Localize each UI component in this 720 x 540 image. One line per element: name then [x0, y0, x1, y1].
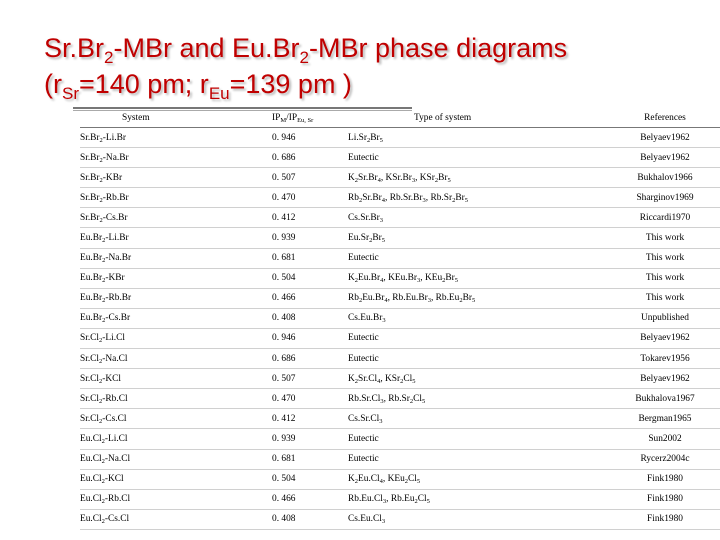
title-line-1: $Sr.Br_2$-MBr and $Eu.Br_2$-MBr phase diagrams — [44, 33, 568, 67]
cell-ip-ratio: 0. 504 — [272, 469, 348, 489]
cell-ip-ratio: 0. 681 — [272, 449, 348, 469]
cell-ip-ratio: 0. 470 — [272, 188, 348, 208]
cell-type-of-system: $K_2Sr.Cl_4$, $KSr_2Cl_5$ — [348, 369, 584, 389]
table-row — [80, 389, 720, 409]
cell-system: $Sr.Br_2-Rb.Br$ — [80, 188, 272, 208]
cell-ip-ratio: 0. 946 — [272, 328, 348, 348]
cell-reference: Belyaev1962 — [584, 148, 720, 168]
cell-system: $Eu.Br_2-Na.Br$ — [80, 248, 272, 268]
cell-system: $Eu.Br_2-Li.Br$ — [80, 228, 272, 248]
cell-reference: Fink1980 — [584, 509, 720, 529]
cell-ip-ratio: 0. 408 — [272, 308, 348, 328]
cell-ip-ratio: 0. 412 — [272, 409, 348, 429]
table-row — [80, 248, 720, 268]
cell-reference: Sharginov1969 — [584, 188, 720, 208]
cell-ip-ratio: 0. 470 — [272, 389, 348, 409]
slide-title — [44, 30, 704, 102]
cell-reference: Unpublished — [584, 308, 720, 328]
cell-reference: Fink1980 — [584, 469, 720, 489]
cell-reference: Riccardi1970 — [584, 208, 720, 228]
table-row — [80, 128, 720, 148]
table-row — [80, 469, 720, 489]
table-row — [80, 429, 720, 449]
cell-ip-ratio: 0. 686 — [272, 349, 348, 369]
header-references: References — [584, 109, 720, 128]
table-row — [80, 228, 720, 248]
cell-system: $Eu.Cl_2$-KCl — [80, 469, 272, 489]
cell-ip-ratio: 0. 946 — [272, 128, 348, 148]
cell-system: $Eu.Br_2-Cs.Br$ — [80, 308, 272, 328]
cell-reference: This work — [584, 288, 720, 308]
cell-system: $Eu.Cl_2-Na.Cl$ — [80, 449, 272, 469]
table-row — [80, 208, 720, 228]
cell-type-of-system: Eutectic — [348, 449, 584, 469]
header-system: System — [80, 109, 272, 128]
cell-reference: This work — [584, 228, 720, 248]
cell-type-of-system: Eutectic — [348, 328, 584, 348]
cell-ip-ratio: 0. 504 — [272, 268, 348, 288]
cell-system: $Sr.Cl_2$-KCl — [80, 369, 272, 389]
table-row — [80, 349, 720, 369]
cell-system: $Sr.Br_2-Na.Br$ — [80, 148, 272, 168]
cell-system: $Sr.Cl_2-Na.Cl$ — [80, 349, 272, 369]
table-row — [80, 369, 720, 389]
cell-system: $Sr.Cl_2-Rb.Cl$ — [80, 389, 272, 409]
cell-system: $Sr.Cl_2-Cs.Cl$ — [80, 409, 272, 429]
table-body — [80, 128, 720, 530]
table-row — [80, 409, 720, 429]
cell-type-of-system: $Rb_2Sr.Br_4$, $Rb.Sr.Br_3$, $Rb.Sr_2Br_5$ — [348, 188, 584, 208]
cell-type-of-system: $Cs.Sr.Br_3$ — [348, 208, 584, 228]
cell-reference: Tokarev1956 — [584, 349, 720, 369]
table-row — [80, 188, 720, 208]
header-type-of-system: Type of system — [348, 109, 584, 128]
cell-ip-ratio: 0. 412 — [272, 208, 348, 228]
cell-reference: This work — [584, 268, 720, 288]
cell-ip-ratio: 0. 408 — [272, 509, 348, 529]
cell-type-of-system: Eutectic — [348, 248, 584, 268]
cell-reference: Belyaev1962 — [584, 128, 720, 148]
cell-ip-ratio: 0. 466 — [272, 489, 348, 509]
cell-type-of-system: $Rb_2Eu.Br_4$, $Rb.Eu.Br_3$, $Rb.Eu_2Br_5$ — [348, 288, 584, 308]
cell-reference: Bukhalov1966 — [584, 168, 720, 188]
cell-type-of-system: $Rb.Sr.Cl_3$, $Rb.Sr_2Cl_5$ — [348, 389, 584, 409]
cell-system: $Eu.Cl_2-Cs.Cl$ — [80, 509, 272, 529]
cell-type-of-system: $K_2Eu.Br_4$, $KEu.Br_3$, $KEu_2Br_5$ — [348, 268, 584, 288]
table-row — [80, 148, 720, 168]
cell-system: $Sr.Br_2-Li.Br$ — [80, 128, 272, 148]
cell-type-of-system: Eutectic — [348, 429, 584, 449]
table-row — [80, 328, 720, 348]
cell-type-of-system: $Rb.Eu.Cl_3$, $Rb.Eu_2Cl_5$ — [348, 489, 584, 509]
cell-type-of-system: $K_2Eu.Cl_4$, $KEu_2Cl_5$ — [348, 469, 584, 489]
cell-ip-ratio: 0. 939 — [272, 228, 348, 248]
cell-type-of-system: Eutectic — [348, 148, 584, 168]
cell-type-of-system: $Cs.Eu.Br_3$ — [348, 308, 584, 328]
table-row — [80, 288, 720, 308]
cell-reference: Belyaev1962 — [584, 369, 720, 389]
table-header-row — [80, 109, 720, 128]
cell-system: $Eu.Br_2$-KBr — [80, 268, 272, 288]
table-row — [80, 449, 720, 469]
cell-system: $Sr.Br_2$-KBr — [80, 168, 272, 188]
cell-reference: Sun2002 — [584, 429, 720, 449]
table-row — [80, 308, 720, 328]
table-row — [80, 168, 720, 188]
table-row — [80, 509, 720, 529]
cell-type-of-system: $Cs.Eu.Cl_3$ — [348, 509, 584, 529]
cell-type-of-system: $Cs.Sr.Cl_3$ — [348, 409, 584, 429]
cell-ip-ratio: 0. 507 — [272, 369, 348, 389]
cell-type-of-system: Eutectic — [348, 349, 584, 369]
header-ip-ratio: $IP_M/IP_{Eu, Sr}$ — [272, 109, 348, 128]
cell-ip-ratio: 0. 686 — [272, 148, 348, 168]
cell-ip-ratio: 0. 466 — [272, 288, 348, 308]
cell-type-of-system: $Eu.Sr_2Br_5$ — [348, 228, 584, 248]
cell-reference: Bergman1965 — [584, 409, 720, 429]
cell-system: $Eu.Br_2-Rb.Br$ — [80, 288, 272, 308]
cell-reference: This work — [584, 248, 720, 268]
cell-system: $Eu.Cl_2-Li.Cl$ — [80, 429, 272, 449]
cell-system: $Sr.Cl_2-Li.Cl$ — [80, 328, 272, 348]
cell-system: $Eu.Cl_2-Rb.Cl$ — [80, 489, 272, 509]
cell-type-of-system: $Li.Sr_2Br_5$ — [348, 128, 584, 148]
table-row — [80, 489, 720, 509]
cell-reference: Rycerz2004c — [584, 449, 720, 469]
cell-ip-ratio: 0. 507 — [272, 168, 348, 188]
cell-reference: Belyaev1962 — [584, 328, 720, 348]
cell-ip-ratio: 0. 681 — [272, 248, 348, 268]
cell-system: $Sr.Br_2-Cs.Br$ — [80, 208, 272, 228]
cell-reference: Bukhalova1967 — [584, 389, 720, 409]
cell-ip-ratio: 0. 939 — [272, 429, 348, 449]
title-line-2: ($r_{Sr}=140$ pm; $r_{Eu}=139$ pm ) — [44, 69, 352, 103]
cell-reference: Fink1980 — [584, 489, 720, 509]
cell-type-of-system: $K_2Sr.Br_4$, $KSr.Br_3$, $KSr_2Br_5$ — [348, 168, 584, 188]
table-row — [80, 268, 720, 288]
phase-diagram-table — [80, 109, 720, 530]
